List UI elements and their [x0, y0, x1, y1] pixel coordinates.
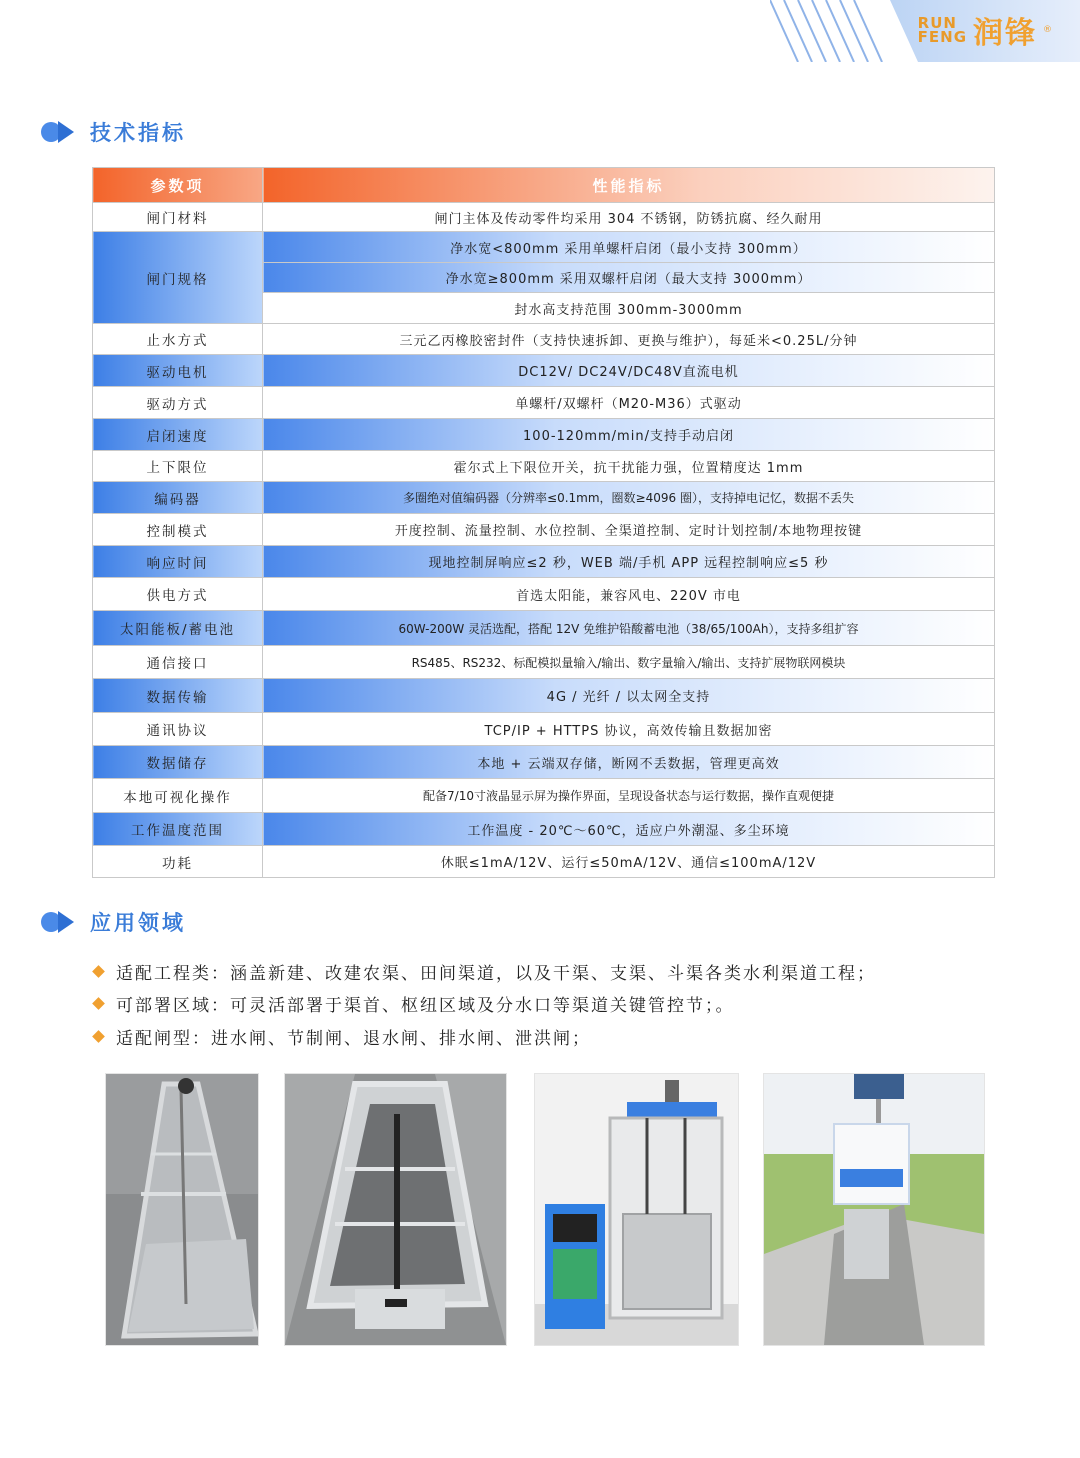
- value-cell: 4G / 光纤 / 以太网全支持: [263, 679, 995, 713]
- table-row: [93, 646, 995, 679]
- param-cell: 工作温度范围: [93, 813, 263, 846]
- table-row: [93, 232, 995, 263]
- table-header-row: [93, 168, 995, 203]
- value-cell: RS485、RS232、标配模拟量输入/输出、数字量输入/输出、支持扩展物联网模块: [263, 646, 995, 679]
- value-cell: 首选太阳能，兼容风电、220V 市电: [263, 578, 995, 611]
- param-cell: 供电方式: [93, 578, 263, 611]
- param-cell: 通信接口: [93, 646, 263, 679]
- value-cell: 三元乙丙橡胶密封件（支持快速拆卸、更换与维护），每延米<0.25L/分钟: [263, 324, 995, 355]
- header-spec: 性能指标: [263, 168, 995, 203]
- spec-table: [92, 167, 995, 878]
- table-row: [93, 611, 995, 646]
- registered-mark: ®: [1043, 25, 1052, 35]
- brand-latin-line-1: RUN: [917, 14, 957, 32]
- table-row: [93, 846, 995, 878]
- table-row: [93, 713, 995, 746]
- value-cell: 开度控制、流量控制、水位控制、全渠道控制、定时计划控制/本地物理按键: [263, 514, 995, 546]
- param-cell: 止水方式: [93, 324, 263, 355]
- param-cell: 上下限位: [93, 451, 263, 482]
- param-cell: 编码器: [93, 482, 263, 514]
- value-cell: 配备7/10寸液晶显示屏为操作界面，呈现设备状态与运行数据，操作直观便捷: [263, 779, 995, 813]
- value-cell: 多圈绝对值编码器（分辨率≤0.1mm，圈数≥4096 圈），支持掉电记忆，数据不丢失: [263, 482, 995, 514]
- section-heading-tech: [40, 117, 186, 147]
- photo-installed-gate-in-field: [763, 1073, 985, 1346]
- value-cell: 净水宽≥800mm 采用双螺杆启闭（最大支持 3000mm）: [263, 263, 995, 293]
- param-cell: 驱动电机: [93, 355, 263, 387]
- application-list: [92, 955, 876, 1053]
- table-row: [93, 813, 995, 846]
- table-row: [93, 355, 995, 387]
- application-text: 可部署区域：可灵活部署于渠首、枢纽区域及分水口等渠道关键管控节；。: [116, 996, 735, 1017]
- table-row: [93, 578, 995, 611]
- photo-gate-with-control-cabinet: [534, 1073, 739, 1346]
- table-row: [93, 746, 995, 779]
- value-cell: 100-120mm/min/支持手动启闭: [263, 419, 995, 451]
- table-row: [93, 451, 995, 482]
- param-cell: 通讯协议: [93, 713, 263, 746]
- value-cell: 闸门主体及传动零件均采用 304 不锈钢，防锈抗腐、经久耐用: [263, 203, 995, 232]
- section-arrow-icon: [40, 908, 76, 936]
- section-heading-applications: [40, 907, 186, 937]
- param-cell: 控制模式: [93, 514, 263, 546]
- param-cell: 本地可视化操作: [93, 779, 263, 813]
- table-row: [93, 324, 995, 355]
- brand-chinese-name: 润锋: [973, 16, 1037, 51]
- brand-latin-wordmark: [918, 16, 967, 44]
- value-cell: DC12V/ DC24V/DC48V直流电机: [263, 355, 995, 387]
- application-text: 适配闸型：进水闸、节制闸、退水闸、排水闸、泄洪闸；: [116, 1028, 591, 1049]
- table-row: [93, 482, 995, 514]
- table-row: [93, 419, 995, 451]
- list-item: [92, 955, 876, 988]
- param-cell: 太阳能板/蓄电池: [93, 611, 263, 646]
- diamond-bullet-icon: [92, 997, 105, 1010]
- value-cell: 本地 + 云端双存储，断网不丢数据，管理更高效: [263, 746, 995, 779]
- list-item: [92, 1020, 876, 1053]
- value-cell: 霍尔式上下限位开关，抗干扰能力强，位置精度达 1mm: [263, 451, 995, 482]
- table-row: [93, 203, 995, 232]
- section-title-applications: 应用领域: [90, 910, 186, 935]
- application-text: 适配工程类：涵盖新建、改建农渠、田间渠道，以及干渠、支渠、斗渠各类水利渠道工程；: [116, 963, 876, 984]
- table-row: [93, 514, 995, 546]
- brand-logo: [918, 8, 1052, 52]
- param-cell: 功耗: [93, 846, 263, 878]
- table-row: [93, 779, 995, 813]
- value-cell: 净水宽<800mm 采用单螺杆启闭（最小支持 300mm）: [263, 232, 995, 263]
- param-cell: 闸门规格: [93, 232, 263, 324]
- param-cell: 数据储存: [93, 746, 263, 779]
- value-cell: 封水高支持范围 300mm-3000mm: [263, 293, 995, 324]
- param-cell: 闸门材料: [93, 203, 263, 232]
- photo-gate-frame-long: [105, 1073, 259, 1346]
- param-cell: 驱动方式: [93, 387, 263, 419]
- value-cell: TCP/IP + HTTPS 协议，高效传输且数据加密: [263, 713, 995, 746]
- param-cell: 响应时间: [93, 546, 263, 578]
- section-arrow-icon: [40, 118, 76, 146]
- value-cell: 单螺杆/双螺杆（M20-M36）式驱动: [263, 387, 995, 419]
- value-cell: 工作温度 - 20℃～60℃，适应户外潮湿、多尘环境: [263, 813, 995, 846]
- header-param: 参数项: [93, 168, 263, 203]
- value-cell: 现地控制屏响应≤2 秒，WEB 端/手机 APP 远程控制响应≤5 秒: [263, 546, 995, 578]
- table-row: [93, 387, 995, 419]
- section-title-tech: 技术指标: [90, 120, 186, 145]
- value-cell: 休眠≤1mA/12V、运行≤50mA/12V、通信≤100mA/12V: [263, 846, 995, 878]
- list-item: [92, 988, 876, 1021]
- brand-latin-line-2: FENG: [917, 28, 967, 46]
- param-cell: 启闭速度: [93, 419, 263, 451]
- table-row: [93, 679, 995, 713]
- table-row: [93, 546, 995, 578]
- param-cell: 数据传输: [93, 679, 263, 713]
- photo-gate-frame-wide: [284, 1073, 507, 1346]
- diamond-bullet-icon: [92, 1030, 105, 1043]
- value-cell: 60W-200W 灵活选配，搭配 12V 免维护铅酸蓄电池（38/65/100Ah），支持多组扩容: [263, 611, 995, 646]
- diamond-bullet-icon: [92, 965, 105, 978]
